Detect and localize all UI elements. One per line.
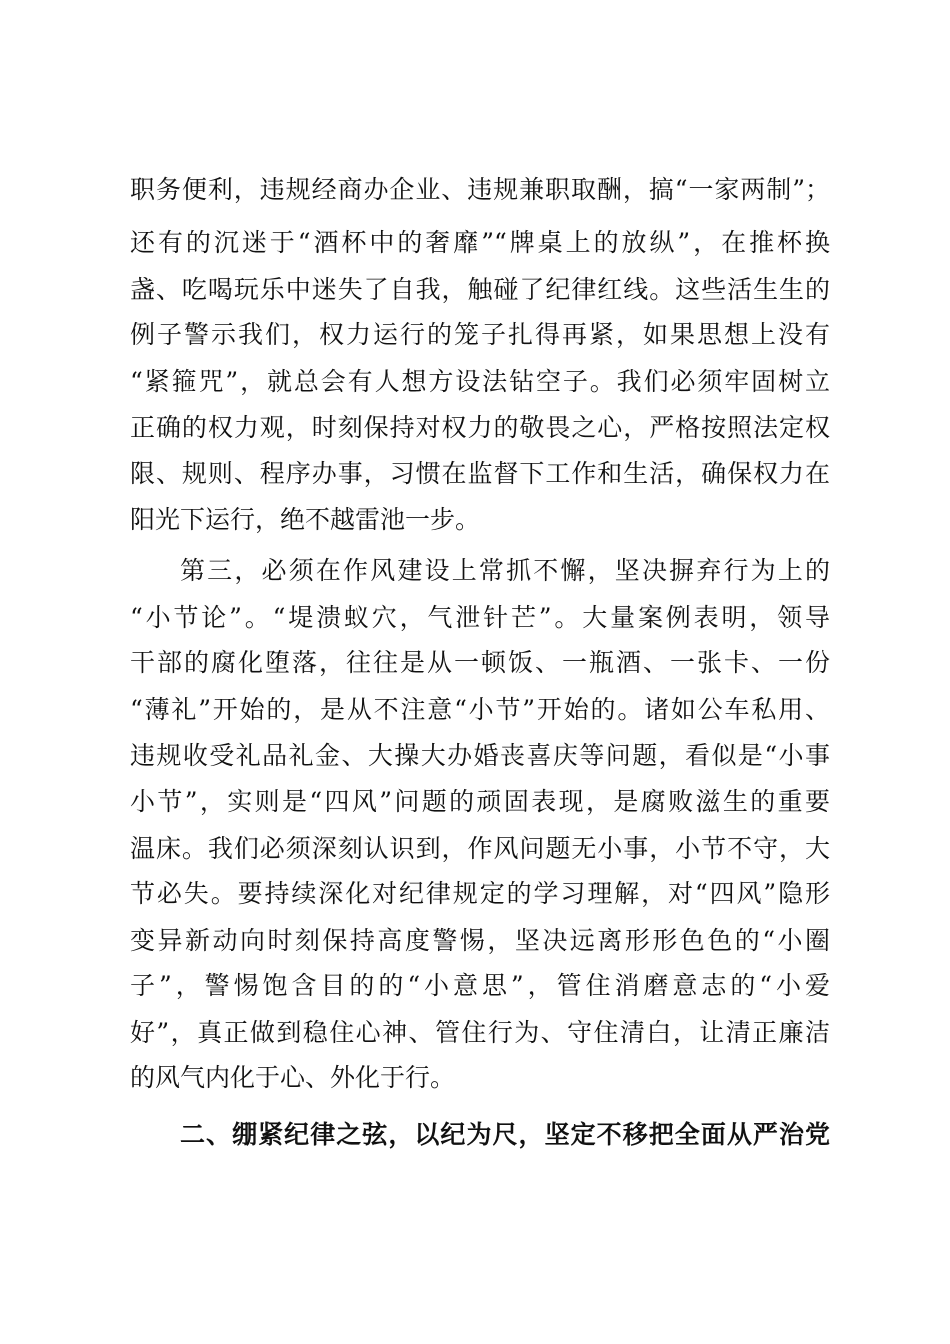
section-heading: 二、绷紧纪律之弦，以纪为尺，坚定不移把全面从严治党 (180, 1120, 830, 1149)
paragraph-2-line: 子”，警惕饱含目的的“小意思”，管住消磨意志的“小爱 (130, 971, 830, 1000)
paragraph-1-line: 阳光下运行，绝不越雷池一步。 (130, 505, 481, 534)
paragraph-2-line: 温床。我们必须深刻认识到，作风问题无小事，小节不守，大 (130, 834, 830, 863)
paragraph-1-line: 限、规则、程序办事，习惯在监督下工作和生活，确保权力在 (130, 459, 830, 488)
paragraph-2-line: 的风气内化于心、外化于行。 (130, 1063, 456, 1092)
paragraph-2-line: 第三，必须在作风建设上常抓不懈，坚决摒弃行为上的 (180, 556, 830, 585)
paragraph-1-line: 盏、吃喝玩乐中迷失了自我，触碰了纪律红线。这些活生生的 (130, 275, 830, 304)
paragraph-2-line: 变异新动向时刻保持高度警惕，坚决远离形形色色的“小圈 (130, 926, 830, 955)
paragraph-1-line: “紧箍咒”，就总会有人想方设法钻空子。我们必须牢固树立 (130, 367, 830, 396)
paragraph-2-line: 违规收受礼品礼金、大操大办婚丧喜庆等问题，看似是“小事 (130, 741, 830, 770)
paragraph-2-line: “薄礼”开始的，是从不注意“小节”开始的。诸如公车私用、 (130, 695, 830, 724)
paragraph-2-line: 干部的腐化堕落，往往是从一顿饭、一瓶酒、一张卡、一份 (130, 648, 830, 677)
paragraph-2-line: 小节”，实则是“四风”问题的顽固表现，是腐败滋生的重要 (130, 787, 830, 816)
paragraph-1-line: 正确的权力观，时刻保持对权力的敬畏之心，严格按照法定权 (130, 413, 830, 442)
paragraph-1-line: 还有的沉迷于“酒杯中的奢靡”“牌桌上的放纵”，在推杯换 (130, 228, 830, 257)
paragraph-2-line: 节必失。要持续深化对纪律规定的学习理解，对“四风”隐形 (130, 879, 830, 908)
paragraph-1-line: 职务便利，违规经商办企业、违规兼职取酬，搞“一家两制”； (130, 175, 830, 204)
paragraph-1-line: 例子警示我们，权力运行的笼子扎得再紧，如果思想上没有 (130, 320, 830, 349)
paragraph-2-line: “小节论”。“堤溃蚁穴，气泄针芒”。大量案例表明，领导 (130, 603, 830, 632)
paragraph-2-line: 好”，真正做到稳住心神、管住行为、守住清白，让清正廉洁 (130, 1018, 830, 1047)
